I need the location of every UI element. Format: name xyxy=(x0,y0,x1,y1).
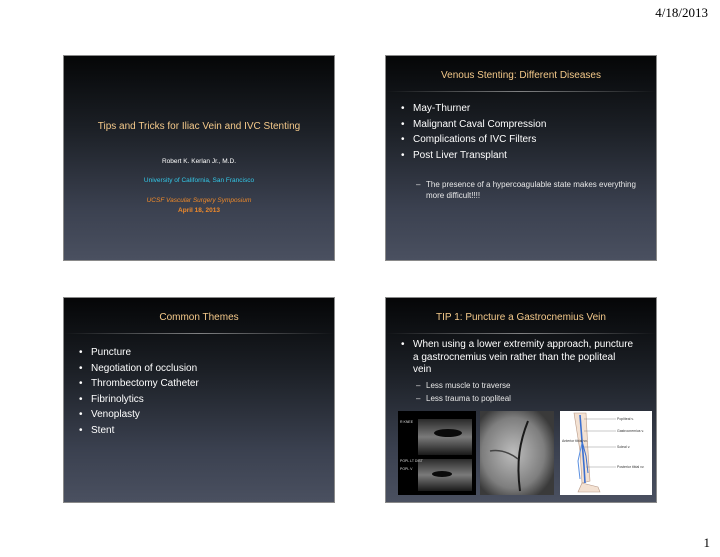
sub-item: – Less trauma to popliteal xyxy=(416,393,511,404)
institution: University of California, San Francisco xyxy=(143,177,255,184)
slide-heading: Venous Stenting: Different Diseases xyxy=(441,70,601,81)
slide-venous-stenting xyxy=(385,55,657,261)
ultrasound-image xyxy=(398,411,476,495)
page-number: 1 xyxy=(703,535,710,550)
list-item: • Post Liver Transplant xyxy=(401,148,546,164)
list-item: • Venoplasty xyxy=(79,407,199,423)
vein-diagram xyxy=(560,411,652,495)
ultrasound-label: POPL LT DIST xyxy=(400,459,423,463)
slide-heading: TIP 1: Puncture a Gastrocnemius Vein xyxy=(436,312,606,323)
bullet-list xyxy=(401,101,546,163)
bullet-list xyxy=(79,345,199,438)
header-date: 4/18/2013 xyxy=(655,5,708,20)
presentation-title: Tips and Tricks for Iliac Vein and IVC Stenting xyxy=(97,121,301,132)
list-item: • Negotiation of occlusion xyxy=(79,361,199,377)
divider xyxy=(386,91,656,92)
list-item: • Fibrinolytics xyxy=(79,392,199,408)
list-item: • When using a lower extremity approach, puncture a gastrocnemius vein rather than the popliteal vein xyxy=(401,339,636,377)
event-date: April 18, 2013 xyxy=(178,207,220,214)
diagram-label: Soleal v. xyxy=(617,445,631,449)
list-item: • Stent xyxy=(79,423,199,439)
bullet-list xyxy=(401,339,636,377)
slide-common-themes xyxy=(63,297,335,503)
divider xyxy=(64,333,334,334)
ultrasound-label: POPL V xyxy=(400,467,413,471)
list-item: • Thrombectomy Catheter xyxy=(79,376,199,392)
sub-item: – Less muscle to traverse xyxy=(416,380,510,391)
list-item: • Complications of IVC Filters xyxy=(401,132,546,148)
fluoroscopy-image xyxy=(480,411,554,495)
slide-heading: Common Themes xyxy=(159,312,239,323)
divider xyxy=(386,333,656,334)
diagram-label: Popliteal v. xyxy=(617,417,634,421)
list-item: • May-Thurner xyxy=(401,101,546,117)
slide-title xyxy=(63,55,335,261)
ultrasound-label: R KNEE xyxy=(400,420,414,424)
slide-tip-1 xyxy=(385,297,657,503)
author: Robert K. Kerlan Jr., M.D. xyxy=(161,158,237,165)
note: – The presence of a hypercoagulable state makes everything more difficult!!!! xyxy=(416,179,636,201)
diagram-label: Gastrocnemius v. xyxy=(617,429,644,433)
list-item: • Malignant Caval Compression xyxy=(401,117,546,133)
diagram-label: Anterior tibial vv. xyxy=(562,439,588,443)
list-item: • Puncture xyxy=(79,345,199,361)
event-name: UCSF Vascular Surgery Symposium xyxy=(146,197,252,204)
diagram-label: Posterior tibial vv. xyxy=(617,465,645,469)
